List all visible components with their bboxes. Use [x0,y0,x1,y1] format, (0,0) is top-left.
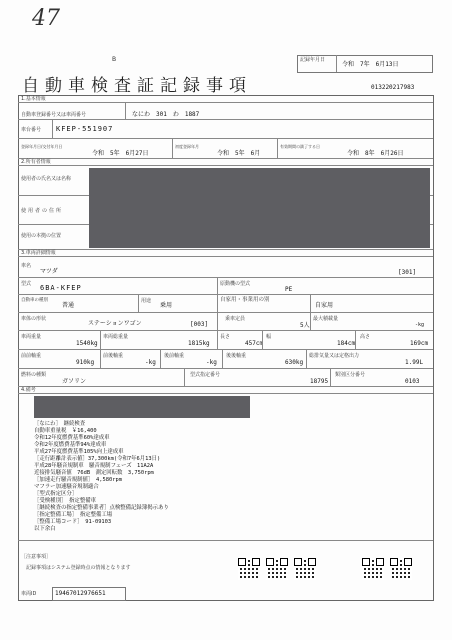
use-value: 乗用 [160,302,173,309]
vehicle-kind-value: 普通 [62,302,75,309]
document-code: 013220217983 [371,84,415,91]
business-label: 自家用・事業用の別 [220,297,270,303]
first-reg-label: 登録年月日/交付年月日 [21,144,63,149]
make-value: マツダ [40,268,58,275]
front-axle-label: 前前軸重 [21,353,42,359]
qr-code-icon [362,558,384,580]
chassis-label: 車台番号 [21,127,42,133]
first-reg-value: 令和 5年 6月27日 [92,150,149,157]
handwritten-number: 47 [32,6,60,31]
page-title: 自動車検査証記録事項 [22,76,252,96]
max-load-label: 最大積載量 [313,316,339,322]
length-label: 長さ [220,334,231,340]
remark-line: 自動車重量税 ￥16,400 [34,428,97,434]
displacement-value: 1.99L [405,359,424,366]
remark-line: ［受検種別］ 指定整備車 [34,498,96,504]
remark-line: マフラー加速騒音規制適合 [34,484,99,490]
first-year-label: 初度登録年月 [175,144,199,149]
remark-line: 令和2年度燃費基準94%達成車 [34,442,107,448]
section-remarks-heading: 4.備考 [21,387,36,393]
rear-front-axle-value: -kg [206,359,217,366]
notes-line: 記録事項はシステム登録時点の情報となります [26,565,131,571]
section-basic-heading: 1.基本情報 [21,96,46,102]
height-value: 169cm [410,340,429,347]
remark-line: ［継続検査の指定整備事業者］点検整備記録簿掲示あり [34,505,169,511]
make-code: [301] [398,269,417,276]
expiry-value: 令和 8年 6月26日 [347,150,404,157]
remark-line: ［整備工場コード］ 91-09103 [34,519,112,525]
shape-value: ステーションワゴン [88,320,142,327]
max-load-value: -kg [415,322,425,328]
remark-line: 令和12年度燃費基準60%達成車 [34,435,110,441]
width-value: 184cm [337,340,356,347]
form-mark: B [112,56,117,63]
qr-code-icon [294,558,316,580]
fuel-value: ガソリン [62,378,87,385]
vehicle-id-value: 19467012976651 [55,590,106,597]
remark-line: ［なにわ］ 継続検査 [34,421,86,427]
expiry-label: 有効期間の満了する日 [280,144,320,149]
remark-line: 以下余白 [34,526,56,532]
vehicle-id-label: 車両ID [21,591,37,597]
owner-name-label: 使用者の氏名又は名称 [21,176,72,182]
rear-axle-value: 630kg [285,359,304,366]
gross-weight-label: 車両総重量 [103,334,129,340]
remark-line: 平成28年騒音規制車 騒音規制フェーズ 11A2A [34,463,154,469]
front-axle-value: 910kg [76,359,95,366]
notes-header: ［注意事項］ [21,554,52,560]
remark-line: ［走行距離計表示値］37,300km(令和7年6月13日) [34,456,161,462]
shape-code: [003] [190,321,209,328]
engine-value: PE [285,286,293,293]
type-number-value: 18795 [310,378,329,385]
record-date-label: 記録年月日 [300,57,326,63]
reg-number-value: なにわ 301 わ 1887 [132,111,200,118]
make-label: 車名 [21,263,32,269]
front-rear-axle-value: -kg [145,359,156,366]
vehicle-kind-label: 自動車の種別 [21,298,48,303]
section-owner-heading: 2.所有者情報 [21,159,51,165]
rear-front-axle-label: 後前軸重 [164,353,185,359]
height-label: 高さ [360,334,371,340]
class-number-value: 0103 [405,378,420,385]
business-value: 自家用 [315,302,334,309]
qr-code-icon [266,558,288,580]
base-location-label: 使用の本拠の位置 [21,233,62,239]
remark-line: ［指定整備工場］ 指定整備工場 [34,512,113,518]
remark-line: ［加速走行騒音規制値］ 4,580rpm [34,477,122,483]
displacement-label: 総排気量又は定格出力 [309,353,360,359]
owner-address-label: 使用者の住所 [21,208,64,214]
capacity-value: 5人 [300,322,310,329]
front-rear-axle-label: 前後軸重 [103,353,124,359]
qr-code-icon [238,558,260,580]
first-year-value: 令和 5年 6月 [217,150,261,157]
qr-code-icon [390,558,412,580]
gross-weight-value: 1815kg [188,340,210,347]
use-label: 用途 [141,298,152,304]
weight-label: 車両重量 [21,334,42,340]
length-value: 457cm [245,340,264,347]
type-number-label: 型式指定番号 [190,372,221,378]
remark-line: 近接排気騒音値 76dB 測定回転数 3,750rpm [34,470,154,476]
engine-label: 原動機の型式 [220,281,251,287]
model-label: 型式 [21,281,32,287]
record-date: 令和 7年 6月13日 [342,61,399,68]
class-number-label: 類別区分番号 [335,372,366,378]
owner-redaction [89,168,430,248]
remark-line: 平成27年度燃費基準105%向上達成車 [34,449,124,455]
remark-line: ［型式指定区分］ [34,491,78,497]
remarks-redaction [34,396,250,418]
weight-value: 1540kg [76,340,98,347]
width-label: 幅 [266,334,272,340]
model-value: 6BA-KFEP [40,284,82,292]
chassis-value: KFEP-551907 [56,125,114,133]
capacity-label: 乗車定員 [225,316,246,322]
rear-axle-label: 後後軸重 [226,353,247,359]
section-vehicle-heading: 3.車両詳細情報 [21,250,56,256]
shape-label: 車体の形状 [21,316,47,322]
fuel-label: 燃料の種類 [21,372,47,378]
reg-number-label: 自動車登録番号又は車両番号 [21,112,87,118]
